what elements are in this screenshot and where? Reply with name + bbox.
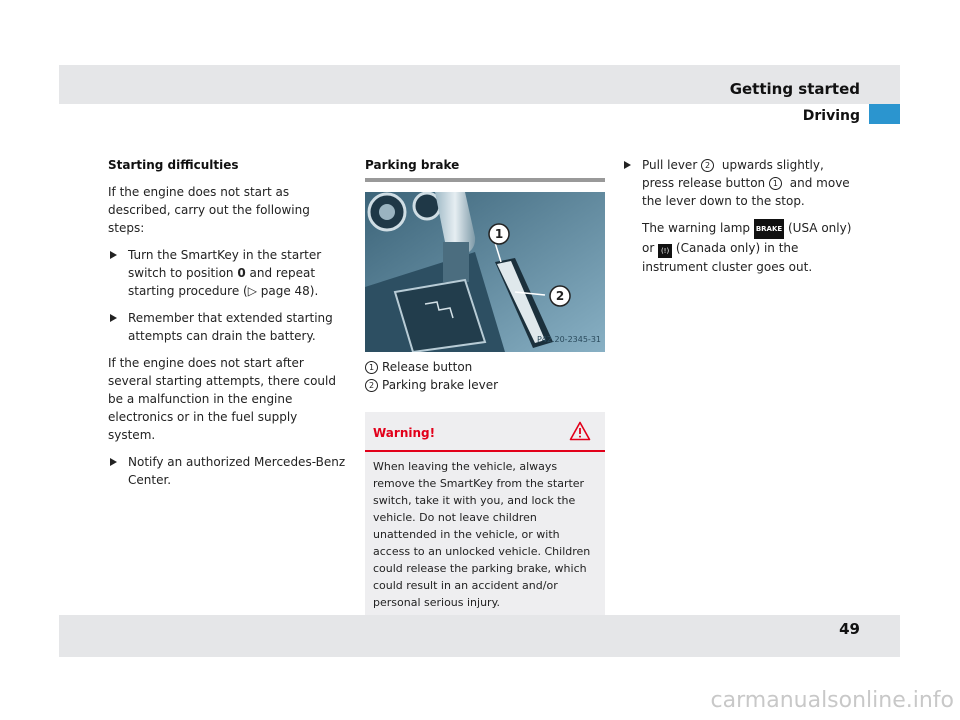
section-tab-marker	[869, 104, 900, 124]
callout-2: 2	[555, 289, 565, 303]
malfunction-paragraph: If the engine does not start after several starting attempts, there could be a malfunction in the engine electronics or in the fuel supply system.	[108, 356, 336, 442]
warning-title: Warning!	[373, 426, 436, 440]
column-release-brake	[622, 156, 858, 276]
brake-lamp-canada-icon: (!)	[658, 244, 672, 258]
starting-intro: If the engine does not start as described, carry out the following steps:	[108, 185, 310, 235]
section-title: Getting started	[729, 80, 860, 98]
photo-code: P42.20-2345-31	[536, 335, 601, 344]
warning-triangle-icon	[569, 421, 591, 446]
callout-1: 1	[494, 227, 504, 241]
legend-item-release-button: 1 Release button	[365, 358, 605, 376]
brake-lamp-usa-icon: BRAKE	[754, 219, 784, 239]
legend-number: 2	[365, 379, 378, 392]
console-illustration	[365, 192, 605, 352]
ref-number-1: 1	[769, 177, 782, 190]
watermark: carmanualsonline.info	[710, 688, 954, 713]
ref-number-2: 2	[701, 159, 714, 172]
starting-difficulties-heading: Starting difficulties	[108, 158, 239, 172]
bullet-arrow-icon	[624, 161, 631, 169]
step-battery-note: Remember that extended starting attempts can drain the battery.	[108, 309, 348, 345]
bullet-arrow-icon	[110, 251, 117, 259]
footer-band	[59, 615, 900, 657]
parking-brake-heading: Parking brake	[365, 158, 460, 172]
legend-number: 1	[365, 361, 378, 374]
subsection-title: Driving	[802, 108, 860, 124]
warning-text: When leaving the vehicle, always remove the SmartKey from the starter switch, take it with you, and lock the vehicle. Do not leave children unattended in the vehicle, or with access to an unlocked vehicle. Children could release the parking brake, which could result in an accident and/or personal serious injury.	[373, 460, 591, 609]
warning-box	[365, 412, 605, 619]
bullet-arrow-icon	[110, 458, 117, 466]
page-number: 49	[839, 620, 860, 638]
heading-rule	[365, 178, 605, 182]
step-notify-center: Notify an authorized Mercedes-Benz Center.	[108, 453, 348, 489]
page-ref-arrow-icon: ▷	[247, 284, 257, 298]
photo-legend	[365, 358, 605, 394]
bullet-arrow-icon	[110, 314, 117, 322]
step-turn-smartkey: Turn the SmartKey in the starter switch to position 0 and repeat starting procedure (▷ page 48).	[108, 246, 348, 300]
legend-item-brake-lever: 2 Parking brake lever	[365, 376, 605, 394]
parking-brake-photo	[365, 192, 605, 352]
column-starting-difficulties	[108, 156, 348, 498]
warning-lamp-paragraph: The warning lamp BRAKE (USA only) or (!) (Canada only) in the instrument cluster goes out.	[642, 221, 852, 274]
warning-header	[365, 412, 605, 452]
page-ref-link[interactable]: page 48).	[256, 284, 319, 298]
column-parking-brake	[365, 156, 605, 619]
step-pull-lever: Pull lever 2 upwards slightly, press release button 1 and move the lever down to the stop.	[622, 156, 858, 210]
